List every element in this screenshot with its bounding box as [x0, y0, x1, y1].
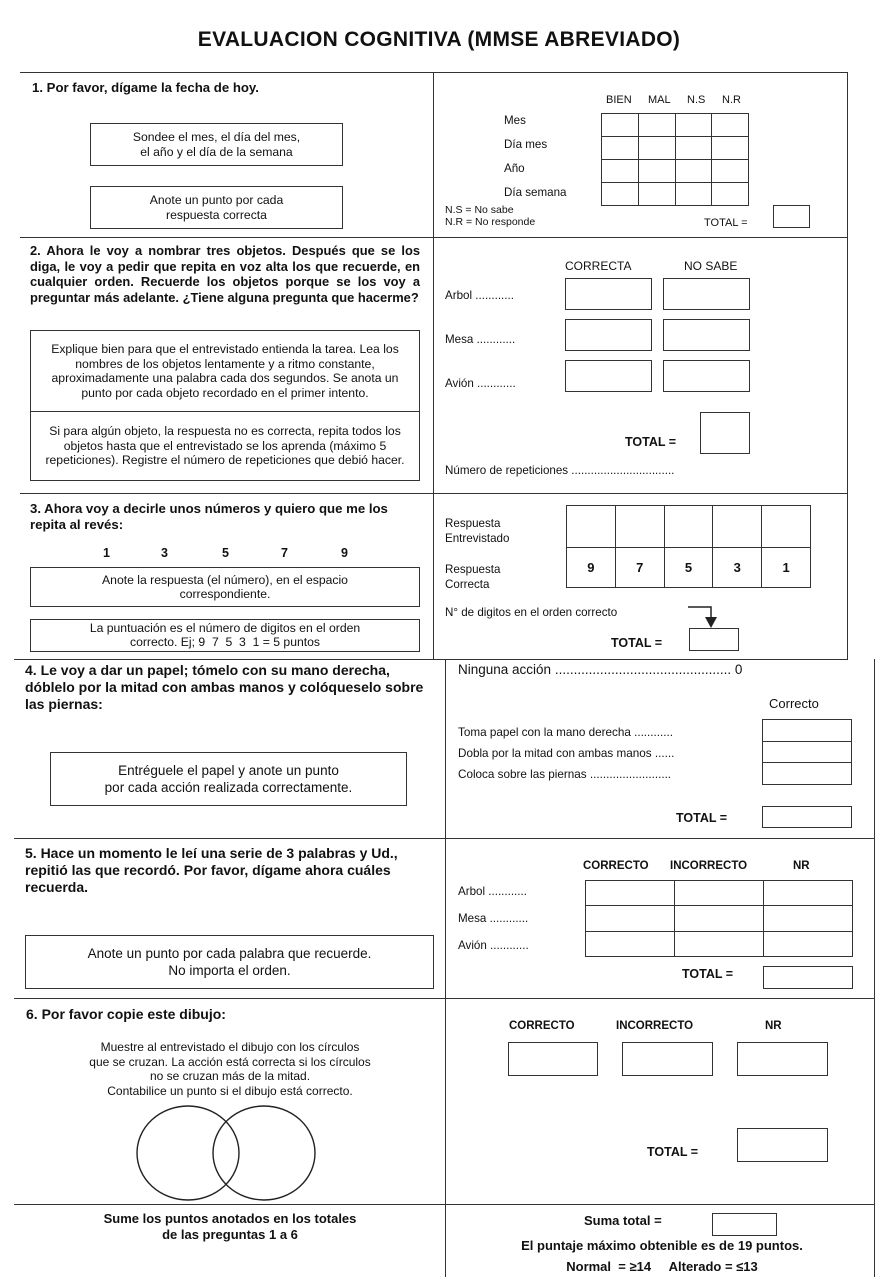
question-2-total-label: TOTAL =	[625, 435, 677, 449]
row-label-dia-semana: Día semana	[504, 186, 567, 199]
correct-digit-cell: 3	[713, 548, 762, 588]
repetitions-label: Número de repeticiones ................................	[445, 464, 675, 477]
sum-total-label: Suma total =	[584, 1213, 662, 1228]
mesa-no-sabe-box[interactable]	[663, 319, 750, 351]
date-answer-grid	[601, 113, 749, 206]
instruction-line: que se cruzan. La acción está correcta si los círculos	[89, 1054, 371, 1069]
actions-grid	[762, 719, 852, 785]
divider	[433, 72, 434, 660]
column-header-nr: NR	[793, 860, 810, 872]
drawing-incorrecto-box[interactable]	[622, 1042, 713, 1076]
answer-cell[interactable]	[638, 137, 675, 160]
answer-cell[interactable]	[712, 137, 749, 160]
arbol-correcta-box[interactable]	[565, 278, 652, 310]
question-3-total-label: TOTAL =	[611, 636, 663, 650]
answer-cell[interactable]	[586, 906, 675, 931]
max-score-text: El puntaje máximo obtenible es de 19 puntos.	[521, 1238, 803, 1253]
instruction-line: Sondee el mes, el día del mes,	[132, 130, 301, 144]
row-label-avion: Avión ............	[445, 377, 516, 390]
answer-cell[interactable]	[764, 881, 853, 906]
question-4-total-box[interactable]	[762, 806, 852, 828]
answer-cell[interactable]	[602, 183, 639, 206]
instruction-line: Entréguele el papel y anote un punto	[118, 763, 339, 778]
divider	[20, 237, 847, 238]
answer-cell[interactable]	[675, 183, 712, 206]
question-6-instruction	[25, 1040, 435, 1098]
instruction-line: respuesta correcta	[166, 207, 267, 222]
column-header-no-sabe: NO SABE	[684, 259, 738, 273]
row-label-avion: Avión ............	[458, 939, 529, 952]
answer-cell[interactable]	[615, 506, 664, 548]
question-2-total-box[interactable]	[700, 412, 750, 454]
divider	[14, 1204, 875, 1205]
question-5-total-box[interactable]	[763, 966, 853, 989]
row-label-dia-mes: Día mes	[504, 138, 548, 151]
question-1-total-box[interactable]	[773, 205, 810, 228]
question-1-scoring-note	[90, 186, 343, 229]
label-line: Respuesta	[445, 563, 501, 576]
divider	[20, 493, 847, 494]
question-1-instruction	[90, 123, 343, 166]
digit-5: 5	[222, 546, 229, 560]
divider	[14, 659, 848, 660]
row-label-mesa: Mesa ............	[445, 333, 516, 346]
question-6-total-box[interactable]	[737, 1128, 828, 1162]
question-1-title: 1. Por favor, dígame la fecha de hoy.	[32, 80, 259, 95]
correct-digit-cell: 1	[762, 548, 811, 588]
column-header-correcto: CORRECTO	[509, 1020, 575, 1032]
instruction-line: No importa el orden.	[168, 963, 291, 978]
column-header-incorrecto: INCORRECTO	[670, 860, 748, 872]
answer-cell[interactable]	[712, 160, 749, 183]
instruction-line: Sume los puntos anotados en los totales	[103, 1211, 357, 1226]
question-5-total-label: TOTAL =	[682, 967, 734, 981]
answer-cell[interactable]	[763, 741, 852, 763]
question-3-total-box[interactable]	[689, 628, 739, 651]
column-header-nr: N.R	[722, 94, 741, 106]
instruction-line: La puntuación es el número de digitos en el orden	[89, 621, 361, 635]
question-5-instruction	[25, 935, 434, 989]
answer-cell[interactable]	[763, 763, 852, 785]
answer-cell[interactable]	[713, 506, 762, 548]
instruction-line: correcto. Ej; 9 7 5 3 1 = 5 puntos	[129, 634, 321, 649]
drawing-nr-box[interactable]	[737, 1042, 828, 1076]
divider	[14, 838, 875, 839]
label-line: Entrevistado	[445, 532, 510, 545]
instruction-line: por cada acción realizada correctamente.	[104, 780, 353, 795]
digit-span-grid	[566, 505, 811, 588]
answer-cell[interactable]	[602, 114, 639, 137]
no-action-label: Ninguna acción ............................................... 0	[458, 662, 743, 677]
answer-cell[interactable]	[638, 160, 675, 183]
answer-cell[interactable]	[675, 906, 764, 931]
row-label-respuesta-correcta	[445, 562, 500, 592]
answer-cell[interactable]	[602, 137, 639, 160]
question-3-title: 3. Ahora voy a decirle unos números y quiero que me los repita al revés:	[30, 501, 388, 532]
question-2-repeat-note: Si para algún objeto, la respuesta no es correcta, repita todos los objetos hasta que el entrevistado se los aprenda (máximo 5 repeticiones). Registre el número de repeticiones que debió hacer.	[30, 411, 420, 481]
action-toma-papel: Toma papel con la mano derecha ............	[458, 726, 674, 739]
column-header-correcta: CORRECTA	[565, 259, 632, 273]
answer-cell[interactable]	[675, 114, 712, 137]
label-line: Correcta	[445, 578, 490, 591]
row-label-arbol: Arbol ............	[445, 289, 514, 302]
answer-cell[interactable]	[638, 183, 675, 206]
score-cutoffs: Normal = ≥14 Alterado = ≤13	[566, 1259, 758, 1274]
digit-7: 7	[281, 546, 288, 560]
recall-grid	[585, 880, 853, 957]
correct-digit-cell: 7	[615, 548, 664, 588]
digit-9: 9	[341, 546, 348, 560]
row-label-arbol: Arbol ............	[458, 885, 527, 898]
instruction-line: Anote un punto por cada palabra que recuerde.	[87, 946, 372, 961]
divider	[445, 659, 446, 1277]
answer-cell[interactable]	[764, 931, 853, 956]
avion-correcta-box[interactable]	[565, 360, 652, 392]
answer-cell[interactable]	[762, 506, 811, 548]
answer-cell[interactable]	[567, 506, 616, 548]
question-2-instruction: Explique bien para que el entrevistado entienda la tarea. Lea los nombres de los objetos lentamente y a ritmo constante, aproximadamente una palabra cada dos segundos. Se anota un punto por cada objeto recordado en el primer intento.	[30, 330, 420, 412]
answer-cell[interactable]	[675, 160, 712, 183]
instruction-line: no se cruzan más de la mitad.	[149, 1069, 311, 1083]
column-header-correcto: CORRECTO	[583, 860, 649, 872]
question-2-title: 2. Ahora le voy a nombrar tres objetos. Después que se los diga, le voy a pedir que repita en voz alta los que recuerde, en cualquier orden. Recuerde los objetos porque se los voy a preguntar más adelante. ¿Tiene alguna pregunta que hacerme?	[30, 243, 420, 305]
answer-cell[interactable]	[675, 931, 764, 956]
answer-cell[interactable]	[712, 183, 749, 206]
sum-total-box[interactable]	[712, 1213, 777, 1236]
question-6-title: 6. Por favor copie este dibujo:	[26, 1006, 226, 1022]
digit-3: 3	[161, 546, 168, 560]
answer-cell[interactable]	[675, 881, 764, 906]
question-4-instruction	[50, 752, 407, 806]
digits-count-label: N° de digitos en el orden correcto	[445, 606, 618, 619]
action-dobla: Dobla por la mitad con ambas manos ......	[458, 747, 675, 760]
instruction-line: de las preguntas 1 a 6	[162, 1227, 298, 1242]
page-title: EVALUACION COGNITIVA (MMSE ABREVIADO)	[197, 28, 681, 51]
divider	[14, 998, 875, 999]
divider	[874, 659, 875, 1277]
answer-cell[interactable]	[675, 137, 712, 160]
question-3-scoring-note	[30, 619, 420, 652]
answer-cell[interactable]	[602, 160, 639, 183]
question-4-total-label: TOTAL =	[676, 811, 728, 825]
answer-cell[interactable]	[586, 931, 675, 956]
mesa-correcta-box[interactable]	[565, 319, 652, 351]
arbol-no-sabe-box[interactable]	[663, 278, 750, 310]
answer-cell[interactable]	[638, 114, 675, 137]
correct-digit-cell: 5	[664, 548, 713, 588]
divider	[847, 72, 848, 660]
avion-no-sabe-box[interactable]	[663, 360, 750, 392]
answer-cell[interactable]	[664, 506, 713, 548]
question-3-instruction: Anote la respuesta (el número), en el espacio correspondiente.	[30, 567, 420, 607]
question-4-title: 4. Le voy a dar un papel; tómelo con su mano derecha, dóblelo por la mitad con ambas manos y colóqueselo sobre las piernas:	[25, 662, 424, 712]
instruction-line: Muestre al entrevistado el dibujo con los círculos	[100, 1040, 360, 1054]
answer-cell[interactable]	[764, 906, 853, 931]
column-header-nr: NR	[765, 1020, 782, 1032]
drawing-correcto-box[interactable]	[508, 1042, 598, 1076]
intersecting-circles-drawing	[136, 1104, 322, 1202]
digit-1: 1	[103, 546, 110, 560]
answer-cell[interactable]	[763, 720, 852, 742]
answer-cell[interactable]	[712, 114, 749, 137]
row-label-ano: Año	[504, 162, 525, 175]
answer-cell[interactable]	[586, 881, 675, 906]
instruction-line: Anote un punto por cada	[149, 193, 284, 207]
instruction-line: el año y el día de la semana	[140, 144, 293, 159]
arrow-down-icon	[688, 604, 718, 630]
column-header-correcto: Correcto	[769, 696, 819, 711]
instruction-line: Contabilice un punto si el dibujo está correcto.	[107, 1083, 353, 1098]
row-label-mesa: Mesa ............	[458, 912, 529, 925]
legend-nr: N.R = No responde	[445, 216, 536, 228]
sum-instruction	[25, 1211, 435, 1243]
label-line: Respuesta	[445, 517, 501, 530]
legend-ns: N.S = No sabe	[445, 204, 514, 216]
column-header-ns: N.S	[687, 94, 706, 106]
column-header-incorrecto: INCORRECTO	[616, 1020, 694, 1032]
question-1-total-label: TOTAL =	[704, 217, 748, 229]
question-6-total-label: TOTAL =	[647, 1145, 699, 1159]
action-coloca: Coloca sobre las piernas .........................	[458, 768, 672, 781]
column-header-mal: MAL	[648, 94, 671, 106]
correct-digit-cell: 9	[567, 548, 616, 588]
question-5-title: 5. Hace un momento le leí una serie de 3 palabras y Ud., repitió las que recordó. Por favor, dígame ahora cuáles recuerda.	[25, 845, 398, 895]
column-header-bien: BIEN	[606, 94, 632, 106]
row-label-respuesta-entrevistado	[445, 516, 509, 546]
row-label-mes: Mes	[504, 114, 526, 127]
